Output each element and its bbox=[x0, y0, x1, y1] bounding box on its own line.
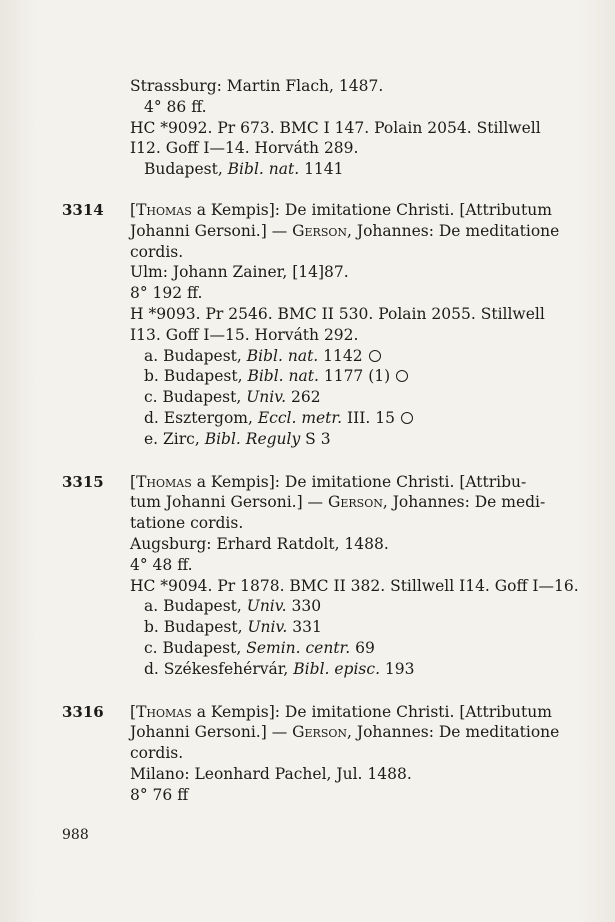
entry-number: 3316 bbox=[62, 702, 104, 721]
page-number: 988 bbox=[62, 827, 89, 843]
imprint-line: Milano: Leonhard Pachel, Jul. 1488. bbox=[130, 764, 412, 783]
holding-line: a. Budapest, Bibl. nat. 1142 bbox=[130, 346, 580, 367]
title-line: [Thomas a Kempis]: De imitatione Christi. [Attributum bbox=[130, 200, 552, 219]
catalogue-text bbox=[62, 76, 580, 828]
entry-number: 3314 bbox=[62, 200, 104, 219]
holding-line: d. Székesfehérvár, Bibl. episc. 193 bbox=[144, 659, 415, 678]
entry-continued bbox=[130, 76, 580, 180]
format-line: 4° 48 ff. bbox=[130, 555, 193, 574]
references-line: I12. Goff I—14. Horváth 289. bbox=[130, 139, 359, 158]
circle-mark-icon bbox=[369, 350, 381, 362]
references-line: I13. Goff I—15. Horváth 292. bbox=[130, 325, 359, 344]
holding-line: d. Esztergom, Eccl. metr. III. 15 bbox=[130, 408, 580, 429]
title-line: cordis. bbox=[130, 242, 184, 261]
references-line: HC *9092. Pr 673. BMC I 147. Polain 2054. Stillwell bbox=[130, 118, 541, 137]
title-line: [Thomas a Kempis]: De imitatione Christi. [Attribu- bbox=[130, 472, 527, 491]
circle-mark-icon bbox=[396, 370, 408, 382]
entry-number: 3315 bbox=[62, 472, 104, 491]
references-line: HC *9094. Pr 1878. BMC II 382. Stillwell I14. Goff I—16. bbox=[130, 576, 579, 595]
holding-line: a. Budapest, Univ. 330 bbox=[144, 597, 322, 616]
title-line: cordis. bbox=[130, 744, 184, 763]
format-line: 8° 76 ff bbox=[130, 785, 189, 804]
circle-mark-icon bbox=[401, 412, 413, 424]
entry-3314 bbox=[62, 200, 580, 450]
holding-line: c. Budapest, Univ. 262 bbox=[144, 388, 321, 407]
imprint-line: Strassburg: Martin Flach, 1487. bbox=[130, 77, 384, 95]
holding-line: e. Zirc, Bibl. Reguly S 3 bbox=[144, 429, 331, 448]
title-line: Johanni Gersoni.] — Gerson, Johannes: De meditatione bbox=[130, 723, 560, 742]
title-line: Johanni Gersoni.] — Gerson, Johannes: De meditatione bbox=[130, 221, 560, 240]
references-line: H *9093. Pr 2546. BMC II 530. Polain 2055. Stillwell bbox=[130, 304, 545, 323]
holding-line: b. Budapest, Bibl. nat. 1177 (1) bbox=[130, 366, 580, 387]
title-line: tatione cordis. bbox=[130, 514, 244, 533]
holding-line: Budapest, Bibl. nat. 1141 bbox=[144, 160, 344, 179]
format-line: 4° 86 ff. bbox=[144, 97, 207, 116]
holding-line: b. Budapest, Univ. 331 bbox=[144, 618, 322, 637]
title-line: [Thomas a Kempis]: De imitatione Christi. [Attributum bbox=[130, 702, 552, 721]
format-line: 8° 192 ff. bbox=[130, 284, 203, 303]
holding-line: c. Budapest, Semin. centr. 69 bbox=[144, 638, 375, 657]
imprint-line: Ulm: Johann Zainer, [14]87. bbox=[130, 263, 349, 282]
imprint-line: Augsburg: Erhard Ratdolt, 1488. bbox=[130, 534, 389, 553]
entry-3315 bbox=[62, 472, 580, 680]
entry-3316 bbox=[62, 702, 580, 806]
title-line: tum Johanni Gersoni.] — Gerson, Johannes: De medi- bbox=[130, 493, 546, 512]
